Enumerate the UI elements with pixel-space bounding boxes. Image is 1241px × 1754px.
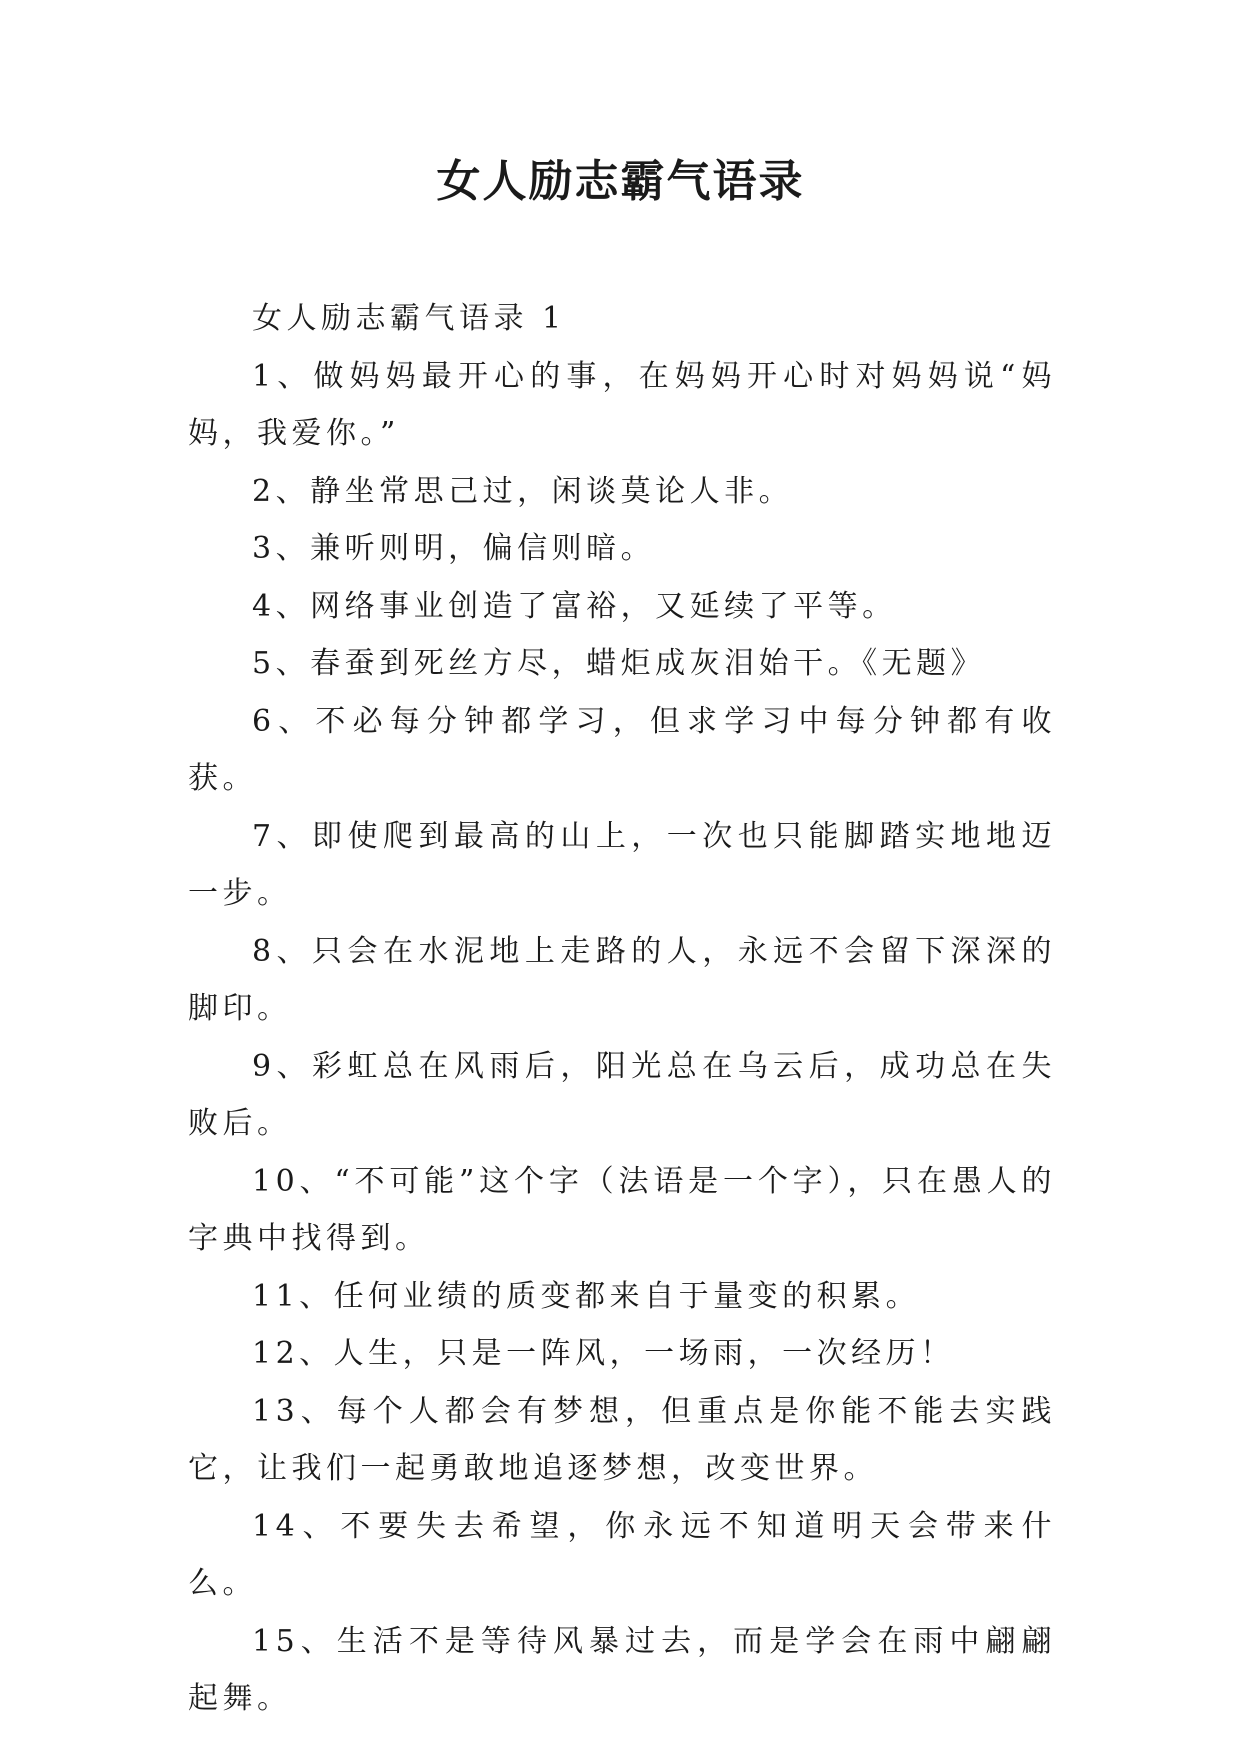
- quote-item-9: 9、彩虹总在风雨后，阳光总在乌云后，成功总在失败后。: [188, 1048, 1056, 1141]
- quote-item-5: 5、春蚕到死丝方尽，蜡炬成灰泪始干。《无题》: [252, 646, 986, 681]
- section-heading: 女人励志霸气语录 1: [252, 301, 566, 336]
- quote-item-13: 13、每个人都会有梦想，但重点是你能不能去实践它，让我们一起勇敢地追逐梦想，改变世界。: [188, 1393, 1056, 1486]
- quote-item-15: 15、生活不是等待风暴过去，而是学会在雨中翩翩起舞。: [188, 1623, 1056, 1716]
- quote-item-14: 14、不要失去希望，你永远不知道明天会带来什么。: [188, 1508, 1056, 1601]
- quote-item-11: 11、任何业绩的质变都来自于量变的积累。: [252, 1278, 921, 1314]
- quote-item-2: 2、静坐常思己过，闲谈莫论人非。: [252, 473, 794, 509]
- document-body: [188, 290, 1056, 1728]
- document-title: 女人励志霸气语录: [436, 156, 805, 207]
- quote-item-3: 3、兼听则明，偏信则暗。: [252, 531, 656, 566]
- quote-item-7: 7、即使爬到最高的山上，一次也只能脚踏实地地迈一步。: [188, 818, 1056, 911]
- quote-item-10: 10、“不可能”这个字（法语是一个字），只在愚人的字典中找得到。: [188, 1163, 1056, 1256]
- quote-item-1: 1、做妈妈最开心的事，在妈妈开心时对妈妈说“妈妈，我爱你。”: [188, 358, 1056, 451]
- quote-item-6: 6、不必每分钟都学习，但求学习中每分钟都有收获。: [188, 703, 1056, 796]
- quote-item-4: 4、网络事业创造了富裕，又延续了平等。: [252, 588, 897, 624]
- quote-item-12: 12、人生，只是一阵风，一场雨，一次经历！: [252, 1336, 955, 1371]
- quote-item-8: 8、只会在水泥地上走路的人，永远不会留下深深的脚印。: [188, 933, 1056, 1026]
